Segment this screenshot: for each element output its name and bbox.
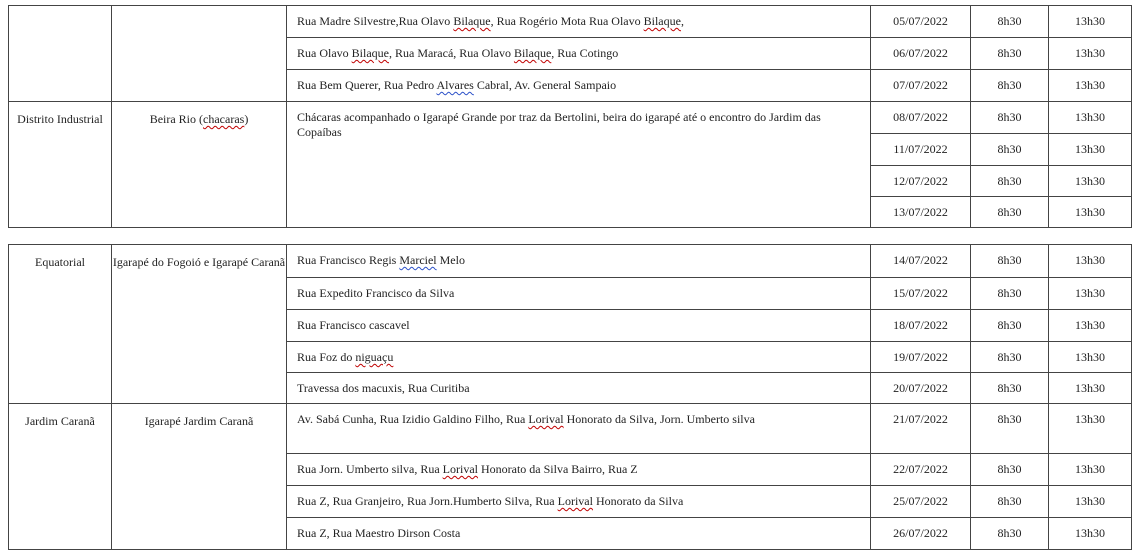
district-cell: Equatorial bbox=[9, 245, 112, 404]
morning-time-cell: 8h30 bbox=[971, 134, 1049, 166]
spellcheck-mark: Bilaque bbox=[643, 14, 681, 28]
street-cell bbox=[287, 518, 871, 550]
afternoon-time-cell: 13h30 bbox=[1049, 518, 1132, 550]
date-cell: 21/07/2022 bbox=[871, 404, 971, 454]
spellcheck-mark: Bilaque bbox=[513, 46, 552, 60]
district-cell bbox=[9, 6, 112, 102]
date-cell: 12/07/2022 bbox=[871, 166, 971, 197]
schedule-table-2 bbox=[8, 244, 1132, 550]
street-text: Rua Francisco cascavel bbox=[297, 318, 410, 332]
afternoon-time-cell: 13h30 bbox=[1049, 454, 1132, 486]
area-cell: Igarapé do Fogoió e Igarapé Caranã bbox=[112, 245, 287, 404]
morning-time-cell: 8h30 bbox=[971, 278, 1049, 310]
afternoon-time-cell: 13h30 bbox=[1049, 70, 1132, 102]
morning-time-cell: 8h30 bbox=[971, 38, 1049, 70]
afternoon-time-cell: 13h30 bbox=[1049, 166, 1132, 197]
morning-time-cell: 8h30 bbox=[971, 197, 1049, 228]
morning-time-cell: 8h30 bbox=[971, 518, 1049, 550]
date-cell: 08/07/2022 bbox=[871, 102, 971, 134]
street-text: Chácaras acompanhado o Igarapé Grande por traz da Bertolini, beira do igarapé até o encontro do Jardim das Copaíbas bbox=[297, 110, 821, 139]
afternoon-time-cell: 13h30 bbox=[1049, 6, 1132, 38]
morning-time-cell: 8h30 bbox=[971, 454, 1049, 486]
spellcheck-mark: Lorival bbox=[557, 494, 593, 508]
afternoon-time-cell: 13h30 bbox=[1049, 38, 1132, 70]
street-cell bbox=[287, 404, 871, 454]
morning-time-cell: 8h30 bbox=[971, 6, 1049, 38]
morning-time-cell: 8h30 bbox=[971, 373, 1049, 404]
spellcheck-mark: Alvares bbox=[436, 78, 474, 92]
street-cell bbox=[287, 342, 871, 373]
afternoon-time-cell: 13h30 bbox=[1049, 342, 1132, 373]
afternoon-time-cell: 13h30 bbox=[1049, 310, 1132, 342]
afternoon-time-cell: 13h30 bbox=[1049, 486, 1132, 518]
afternoon-time-cell: 13h30 bbox=[1049, 197, 1132, 228]
table-row bbox=[9, 245, 1132, 278]
afternoon-time-cell: 13h30 bbox=[1049, 278, 1132, 310]
afternoon-time-cell: 13h30 bbox=[1049, 404, 1132, 454]
date-cell: 14/07/2022 bbox=[871, 245, 971, 278]
street-text: Rua Jorn. Umberto silva, Rua Lorival Honorato da Silva Bairro, Rua Z bbox=[297, 462, 638, 476]
morning-time-cell: 8h30 bbox=[971, 404, 1049, 454]
spellcheck-mark: Bilaque bbox=[453, 14, 491, 28]
date-cell: 11/07/2022 bbox=[871, 134, 971, 166]
street-cell bbox=[287, 70, 871, 102]
table-row bbox=[9, 404, 1132, 454]
street-text: Rua Foz do niguaçu bbox=[297, 350, 394, 364]
street-cell bbox=[287, 486, 871, 518]
area-cell: Beira Rio (chacaras) bbox=[112, 102, 287, 228]
morning-time-cell: 8h30 bbox=[971, 310, 1049, 342]
spellcheck-mark: Lorival bbox=[528, 412, 564, 426]
street-text: Travessa dos macuxis, Rua Curitiba bbox=[297, 381, 470, 395]
afternoon-time-cell: 13h30 bbox=[1049, 245, 1132, 278]
morning-time-cell: 8h30 bbox=[971, 70, 1049, 102]
area-cell: Igarapé Jardim Caranã bbox=[112, 404, 287, 550]
street-text: Av. Sabá Cunha, Rua Izidio Galdino Filho, Rua Lorival Honorato da Silva, Jorn. Umberto silva bbox=[297, 412, 755, 426]
street-cell bbox=[287, 454, 871, 486]
morning-time-cell: 8h30 bbox=[971, 486, 1049, 518]
morning-time-cell: 8h30 bbox=[971, 342, 1049, 373]
spellcheck-mark: niguaçu bbox=[355, 350, 394, 364]
district-cell: Jardim Caranã bbox=[9, 404, 112, 550]
street-cell bbox=[287, 102, 871, 228]
date-cell: 06/07/2022 bbox=[871, 38, 971, 70]
spellcheck-mark: Lorival bbox=[442, 462, 478, 476]
afternoon-time-cell: 13h30 bbox=[1049, 102, 1132, 134]
street-text: Rua Bem Querer, Rua Pedro Alvares Cabral, Av. General Sampaio bbox=[297, 78, 617, 92]
date-cell: 20/07/2022 bbox=[871, 373, 971, 404]
date-cell: 25/07/2022 bbox=[871, 486, 971, 518]
district-cell: Distrito Industrial bbox=[9, 102, 112, 228]
street-text: Rua Z, Rua Maestro Dirson Costa bbox=[297, 526, 461, 540]
street-text: Rua Madre Silvestre,Rua Olavo Bilaque, Rua Rogério Mota Rua Olavo Bilaque, bbox=[297, 14, 684, 28]
street-cell bbox=[287, 245, 871, 278]
street-cell bbox=[287, 373, 871, 404]
date-cell: 22/07/2022 bbox=[871, 454, 971, 486]
schedule-table-1 bbox=[8, 5, 1132, 228]
date-cell: 15/07/2022 bbox=[871, 278, 971, 310]
afternoon-time-cell: 13h30 bbox=[1049, 373, 1132, 404]
date-cell: 05/07/2022 bbox=[871, 6, 971, 38]
street-text: Rua Francisco Regis Marciel Melo bbox=[297, 253, 465, 267]
date-cell: 19/07/2022 bbox=[871, 342, 971, 373]
street-text: Rua Olavo Bilaque, Rua Maracá, Rua Olavo Bilaque, Rua Cotingo bbox=[297, 46, 619, 60]
street-cell bbox=[287, 38, 871, 70]
street-cell bbox=[287, 310, 871, 342]
street-text: Rua Z, Rua Granjeiro, Rua Jorn.Humberto Silva, Rua Lorival Honorato da Silva bbox=[297, 494, 684, 508]
table-row bbox=[9, 6, 1132, 38]
spellcheck-mark: Marciel bbox=[399, 253, 437, 267]
morning-time-cell: 8h30 bbox=[971, 245, 1049, 278]
afternoon-time-cell: 13h30 bbox=[1049, 134, 1132, 166]
morning-time-cell: 8h30 bbox=[971, 166, 1049, 197]
table-row bbox=[9, 102, 1132, 134]
date-cell: 07/07/2022 bbox=[871, 70, 971, 102]
spellcheck-mark: Bilaque bbox=[351, 46, 389, 60]
street-cell bbox=[287, 6, 871, 38]
area-cell bbox=[112, 6, 287, 102]
date-cell: 18/07/2022 bbox=[871, 310, 971, 342]
spellcheck-mark: chacaras bbox=[203, 112, 245, 126]
date-cell: 26/07/2022 bbox=[871, 518, 971, 550]
street-text: Rua Expedito Francisco da Silva bbox=[297, 286, 455, 300]
morning-time-cell: 8h30 bbox=[971, 102, 1049, 134]
date-cell: 13/07/2022 bbox=[871, 197, 971, 228]
street-cell bbox=[287, 278, 871, 310]
